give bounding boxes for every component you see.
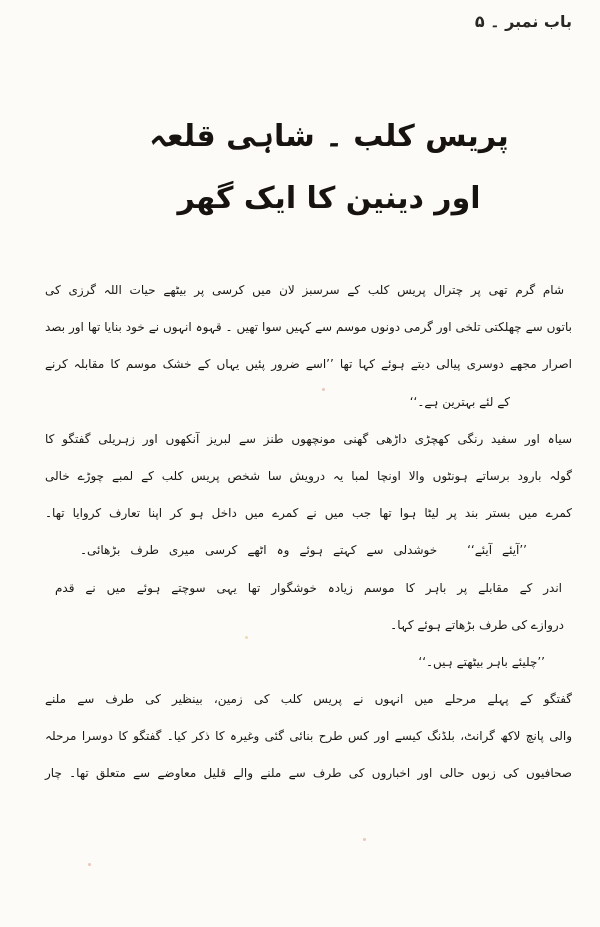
- chapter-title-line-1: پریس کلب ۔ شاہی قلعہ: [149, 119, 509, 154]
- chapter-title-line-2: اور دینین کا ایک گھر: [177, 181, 481, 216]
- text-line: صحافیوں کی زبوں حالی اور اخباروں کی طرف سے ملنے والے قلیل معاوضے سے متعلق تھا۔ چار: [45, 766, 572, 781]
- body-text: [45, 272, 572, 793]
- text-line: والی پانچ لاکھ گرانٹ، بلڈنگ کیسے اور کس طرح بنائی گئی وغیرہ کا ذکر کیا۔ گفتگو کا دوسرا مرحلہ: [45, 729, 572, 744]
- text-line: شام گرم تھی پر چترال پریس کلب کے سرسبز لان میں کرسی پر بیٹھے حیات اللہ گرزی کی: [45, 283, 564, 297]
- text-line: ’’آیئے آیئے‘‘ خوشدلی سے کہتے ہوئے وہ اٹھے کرسی میری طرف بڑھائی۔: [80, 543, 527, 558]
- text-line: کمرے میں بستر بند پر لیٹا ہوا تھا جب میں نے کمرے میں داخل ہو کر اپنا تعارف کروایا تھا۔: [45, 506, 572, 521]
- text-line: اندر کے مقابلے پر باہر کا موسم زیادہ خوشگوار تھا یہی سوچتے ہوئے میں نے قدم: [55, 580, 562, 595]
- text-line: سیاہ اور سفید رنگی کھچڑی داڑھی گھنی مونچھوں طنز سے لبریز آنکھوں اور زہریلی گفتگو کا: [45, 431, 572, 446]
- scan-speck: [363, 838, 366, 841]
- text-line: اصرار مجھے دوسری پیالی دیتے ہوئے کہا تھا ’’اسے ضرور پئیں یہاں کے خشک موسم کا مقابلہ کرنے: [45, 357, 572, 372]
- text-line: گولہ بارود برساتے ہونٹوں والا اونچا لمبا یہ درویش سا شخص پریس کلب کے لمبے چوڑے خالی: [45, 468, 572, 483]
- text-line: ’’چلیئے باہر بیٹھتے ہیں۔‘‘: [418, 654, 545, 669]
- chapter-title: [0, 106, 600, 230]
- scan-speck: [322, 388, 325, 391]
- chapter-number: باب نمبر ۔ ۵: [474, 12, 572, 31]
- text-line: کے لئے بہترین ہے۔‘‘: [409, 394, 510, 409]
- text-line: گفتگو کے پہلے مرحلے میں انہوں نے پریس کلب کی زمین، بینظیر کی طرف سے ملنے: [45, 692, 572, 707]
- scan-speck: [245, 636, 248, 639]
- text-line: دروازے کی طرف بڑھاتے ہوئے کہا۔: [390, 617, 564, 632]
- text-line: باتوں سے چھلکتی تلخی اور گرمی دونوں موسم سے کہیں سوا تھیں ۔ قہوہ انہوں نے خود بنایا تھا اور بصد: [45, 320, 572, 335]
- scan-speck: [88, 863, 91, 866]
